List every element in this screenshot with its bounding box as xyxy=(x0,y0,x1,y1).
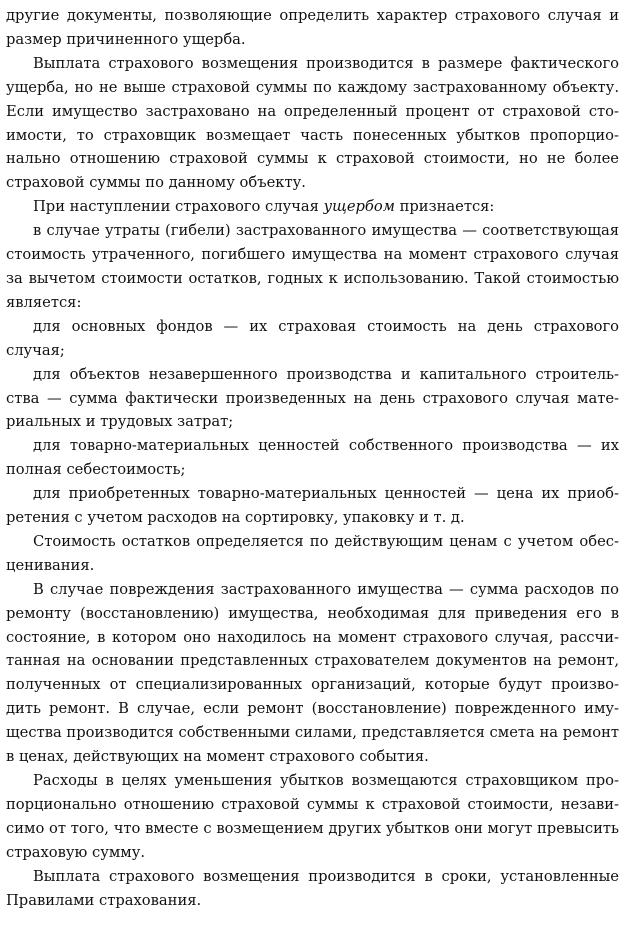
paragraph-7: для товарно-материальных ценностей собственного производства — их полная себестоимость; xyxy=(6,437,619,479)
paragraph-3-lead: При наступлении страхового случая xyxy=(33,198,324,216)
paragraph-10: В случае повреждения застрахованного имущества — сумма расходов по ремонту (восстановлению) имущества, необходимая для приведения его в состояние, в котором оно находилось на момент страхового случая, рассчитанная на основании представленных страхователем документов на ремонт, полученных от специализированных организаций, которые будут производить ремонт. В случае, если ремонт (восстановление) поврежденного имущества производится собственными силами, представляется смета на ремонт в ценах, действующих на момент страхового события. xyxy=(6,580,619,766)
paragraph-2: Выплата страхового возмещения производится в размере фактического ущерба, но не выше страховой суммы по каждому застрахованному объекту. Если имущество застраховано на определенный процент от страховой стоимости, то страховщик возмещает часть понесенных убытков пропорционально отношению страховой суммы к страховой стоимости, но не более страховой суммы по данному объекту. xyxy=(6,54,619,192)
paragraph-9: Стоимость остатков определяется по действующим ценам с учетом обесценивания. xyxy=(6,532,619,574)
paragraph-5: для основных фондов — их страховая стоимость на день страхового случая; xyxy=(6,317,619,359)
paragraph-3 xyxy=(6,195,619,219)
term-damage: ущербом xyxy=(323,198,395,216)
paragraph-6: для объектов незавершенного производства и капитального строительства — сумма фактически произведенных на день страхового случая материальных и трудовых затрат; xyxy=(6,365,619,431)
paragraph-12: Выплата страхового возмещения производится в сроки, установленные Правилами страхования. xyxy=(6,867,619,909)
paragraph-1: другие документы, позволяющие определить характер страхового случая и размер причиненного ущерба. xyxy=(6,7,619,48)
paragraph-11: Расходы в целях уменьшения убытков возмещаются страховщиком пропорционально отношению страховой суммы к страховой стоимости, независимо от того, что вместе с возмещением других убытков они могут превысить страховую сумму. xyxy=(6,772,619,861)
paragraph-4: в случае утраты (гибели) застрахованного имущества — соответствующая стоимость утраченного, погибшего имущества на момент страхового случая за вычетом стоимости остатков, годных к использованию. Такой стоимостью является: xyxy=(6,222,619,311)
paragraph-8: для приобретенных товарно-материальных ценностей — цена их приобретения с учетом расходов на сортировку, упаковку и т. д. xyxy=(6,485,619,527)
paragraph-3-tail: признается: xyxy=(394,198,495,216)
